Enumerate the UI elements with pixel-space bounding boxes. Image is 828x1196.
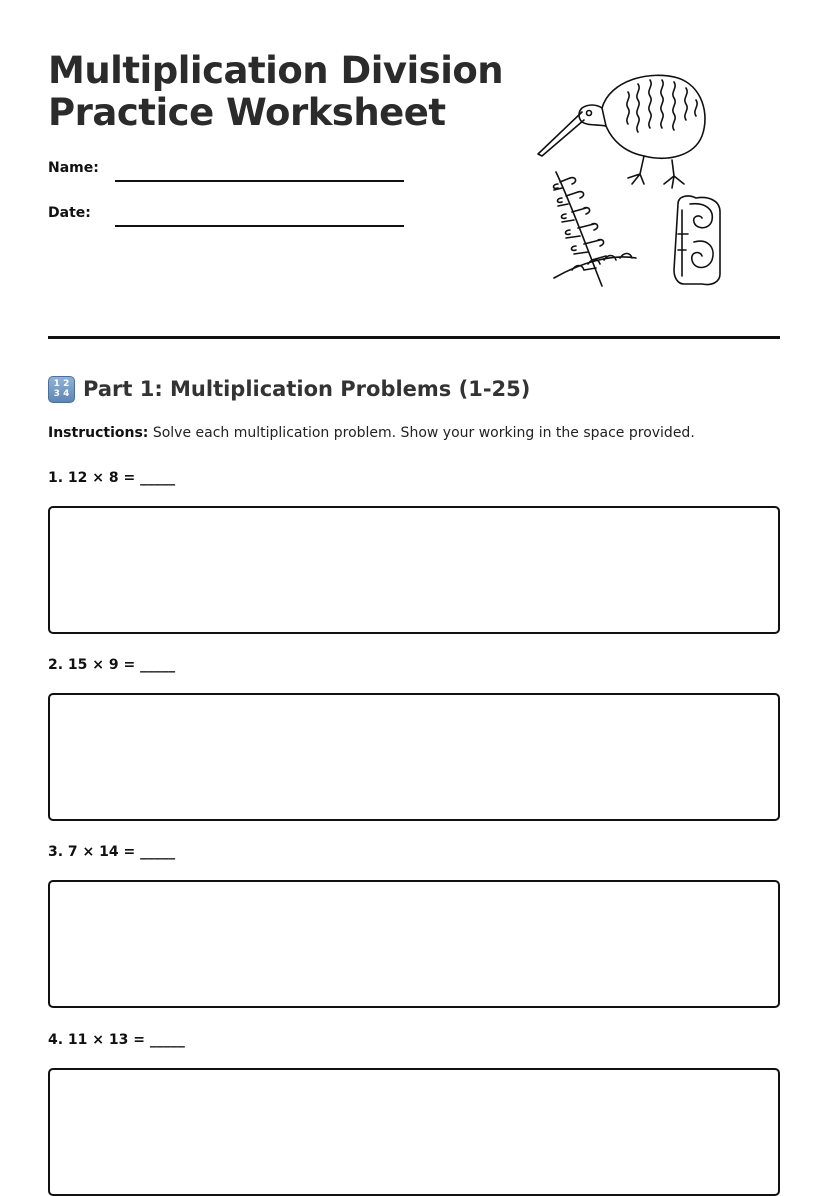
working-space-box[interactable] (48, 693, 780, 821)
working-space-box[interactable] (48, 880, 780, 1008)
kiwi-bird-icon (538, 75, 705, 188)
name-field (48, 160, 408, 184)
page-title: Multiplication Division Practice Worksheet (48, 49, 504, 134)
problem-label: 1. 12 × 8 = _____ (48, 470, 176, 486)
problem-label: 4. 11 × 13 = _____ (48, 1032, 185, 1048)
carving-icon (674, 196, 720, 285)
instructions (48, 425, 695, 441)
keycap-digit: 2 (63, 378, 70, 389)
date-line[interactable] (115, 225, 404, 227)
date-label: Date: (48, 205, 91, 221)
fern-icon (554, 172, 637, 286)
working-space-box[interactable] (48, 1068, 780, 1196)
worksheet-page (48, 0, 780, 1118)
header-divider (48, 336, 780, 339)
part1-title: Part 1: Multiplication Problems (1-25) (83, 377, 531, 401)
part1-heading (48, 375, 530, 403)
problem-label: 2. 15 × 9 = _____ (48, 657, 176, 673)
nz-illustration (532, 66, 728, 292)
instructions-text: Solve each multiplication problem. Show your working in the space provided. (148, 425, 695, 441)
working-space-box[interactable] (48, 506, 780, 634)
date-field (48, 205, 408, 229)
name-label: Name: (48, 160, 99, 176)
instructions-label: Instructions: (48, 425, 149, 441)
keycap-digit: 4 (63, 389, 70, 399)
keycap-digit: 3 (53, 389, 60, 399)
name-line[interactable] (115, 180, 404, 182)
keycap-numbers-icon (48, 376, 75, 403)
problem-label: 3. 7 × 14 = _____ (48, 844, 176, 860)
keycap-digit: 1 (53, 378, 60, 389)
worksheet-header (48, 0, 780, 340)
